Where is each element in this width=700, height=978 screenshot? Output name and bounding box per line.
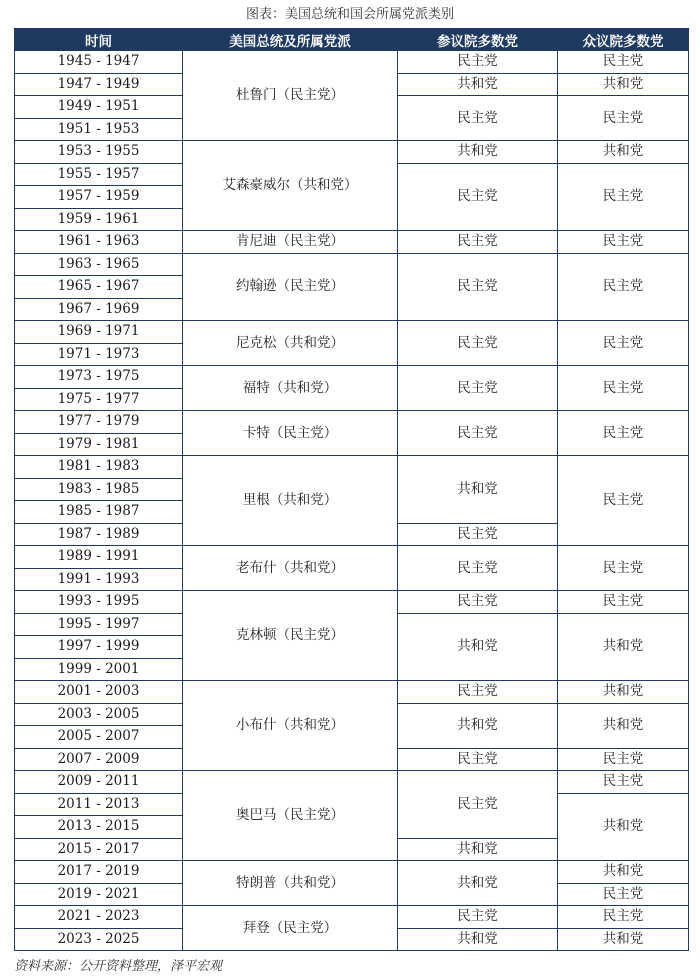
- house-cell: 民主党: [558, 231, 689, 254]
- president-cell: 克林顿（民主党）: [183, 591, 398, 681]
- senate-cell: 共和党: [398, 613, 558, 681]
- house-cell: 民主党: [558, 411, 689, 456]
- term-cell: 2001 - 2003: [15, 681, 183, 704]
- term-cell: 2003 - 2005: [15, 703, 183, 726]
- table-row: [15, 253, 689, 276]
- senate-cell: 民主党: [398, 231, 558, 254]
- house-cell: 共和党: [558, 703, 689, 748]
- term-cell: 1971 - 1973: [15, 343, 183, 366]
- president-cell: 卡特（民主党）: [183, 411, 398, 456]
- term-cell: 2005 - 2007: [15, 726, 183, 749]
- president-cell: 奥巴马（民主党）: [183, 771, 398, 861]
- term-cell: 2013 - 2015: [15, 816, 183, 839]
- header-senate: 参议院多数党: [398, 29, 558, 51]
- senate-cell: 民主党: [398, 51, 558, 74]
- term-cell: 1991 - 1993: [15, 568, 183, 591]
- house-cell: 共和党: [558, 793, 689, 861]
- table-row: [15, 231, 689, 254]
- table-caption: 图表：美国总统和国会所属党派类别: [245, 7, 454, 22]
- senate-cell: 共和党: [398, 703, 558, 748]
- term-cell: 1979 - 1981: [15, 433, 183, 456]
- president-cell: 艾森豪威尔（共和党）: [183, 141, 398, 231]
- header-row: [15, 29, 689, 51]
- term-cell: 1959 - 1961: [15, 208, 183, 231]
- house-cell: 民主党: [558, 748, 689, 771]
- term-cell: 1965 - 1967: [15, 276, 183, 299]
- house-cell: 民主党: [558, 883, 689, 906]
- term-cell: 1963 - 1965: [15, 253, 183, 276]
- senate-cell: 民主党: [398, 546, 558, 591]
- president-cell: 约翰逊（民主党）: [183, 253, 398, 321]
- table-row: [15, 456, 689, 479]
- table-row: [15, 681, 689, 704]
- table-row: [15, 906, 689, 929]
- president-cell: 福特（共和党）: [183, 366, 398, 411]
- table-row: [15, 141, 689, 164]
- house-cell: 民主党: [558, 321, 689, 366]
- president-cell: 尼克松（共和党）: [183, 321, 398, 366]
- term-cell: 1947 - 1949: [15, 73, 183, 96]
- house-cell: 共和党: [558, 681, 689, 704]
- house-cell: 民主党: [558, 546, 689, 591]
- term-cell: 1953 - 1955: [15, 141, 183, 164]
- senate-cell: 民主党: [398, 163, 558, 231]
- president-cell: 里根（共和党）: [183, 456, 398, 546]
- senate-cell: 民主党: [398, 748, 558, 771]
- term-cell: 2023 - 2025: [15, 928, 183, 951]
- term-cell: 1999 - 2001: [15, 658, 183, 681]
- term-cell: 2017 - 2019: [15, 861, 183, 884]
- header-president: 美国总统及所属党派: [183, 29, 398, 51]
- senate-cell: 共和党: [398, 838, 558, 861]
- senate-cell: 共和党: [398, 141, 558, 164]
- house-cell: 民主党: [558, 591, 689, 614]
- house-cell: 民主党: [558, 771, 689, 794]
- table-row: [15, 546, 689, 569]
- house-cell: 民主党: [558, 253, 689, 321]
- president-cell: 肯尼迪（民主党）: [183, 231, 398, 254]
- term-cell: 1977 - 1979: [15, 411, 183, 434]
- president-cell: 杜鲁门（民主党）: [183, 51, 398, 141]
- term-cell: 1945 - 1947: [15, 51, 183, 74]
- table-row: [15, 321, 689, 344]
- term-cell: 1985 - 1987: [15, 501, 183, 524]
- house-cell: 民主党: [558, 456, 689, 546]
- table-row: [15, 771, 689, 794]
- senate-cell: 共和党: [398, 861, 558, 906]
- term-cell: 1997 - 1999: [15, 636, 183, 659]
- senate-cell: 民主党: [398, 253, 558, 321]
- senate-cell: 民主党: [398, 771, 558, 839]
- term-cell: 2019 - 2021: [15, 883, 183, 906]
- term-cell: 1975 - 1977: [15, 388, 183, 411]
- senate-cell: 共和党: [398, 456, 558, 524]
- president-cell: 特朗普（共和党）: [183, 861, 398, 906]
- table-row: [15, 366, 689, 389]
- term-cell: 1961 - 1963: [15, 231, 183, 254]
- house-cell: 共和党: [558, 141, 689, 164]
- senate-cell: 民主党: [398, 411, 558, 456]
- house-cell: 共和党: [558, 928, 689, 951]
- term-cell: 1983 - 1985: [15, 478, 183, 501]
- table-header: [15, 29, 689, 51]
- house-cell: 民主党: [558, 51, 689, 74]
- header-term: 时间: [15, 29, 183, 51]
- senate-cell: 民主党: [398, 681, 558, 704]
- term-cell: 1957 - 1959: [15, 186, 183, 209]
- president-cell: 小布什（共和党）: [183, 681, 398, 771]
- house-cell: 共和党: [558, 73, 689, 96]
- president-cell: 老布什（共和党）: [183, 546, 398, 591]
- house-cell: 民主党: [558, 163, 689, 231]
- senate-cell: 民主党: [398, 321, 558, 366]
- senate-cell: 民主党: [398, 523, 558, 546]
- president-cell: 拜登（民主党）: [183, 906, 398, 951]
- house-cell: 民主党: [558, 96, 689, 141]
- senate-cell: 民主党: [398, 906, 558, 929]
- party-table: [14, 28, 689, 951]
- term-cell: 1949 - 1951: [15, 96, 183, 119]
- senate-cell: 民主党: [398, 366, 558, 411]
- table-row: [15, 591, 689, 614]
- house-cell: 民主党: [558, 366, 689, 411]
- source-note: 资料来源：公开资料整理，泽平宏观: [14, 959, 223, 974]
- term-cell: 1973 - 1975: [15, 366, 183, 389]
- senate-cell: 共和党: [398, 73, 558, 96]
- term-cell: 1981 - 1983: [15, 456, 183, 479]
- table-row: [15, 51, 689, 74]
- header-house: 众议院多数党: [558, 29, 689, 51]
- term-cell: 2009 - 2011: [15, 771, 183, 794]
- term-cell: 1955 - 1957: [15, 163, 183, 186]
- term-cell: 1995 - 1997: [15, 613, 183, 636]
- table-row: [15, 411, 689, 434]
- term-cell: 1989 - 1991: [15, 546, 183, 569]
- term-cell: 1967 - 1969: [15, 298, 183, 321]
- term-cell: 2011 - 2013: [15, 793, 183, 816]
- house-cell: 共和党: [558, 613, 689, 681]
- senate-cell: 民主党: [398, 591, 558, 614]
- term-cell: 2021 - 2023: [15, 906, 183, 929]
- term-cell: 2015 - 2017: [15, 838, 183, 861]
- senate-cell: 民主党: [398, 96, 558, 141]
- term-cell: 2007 - 2009: [15, 748, 183, 771]
- house-cell: 民主党: [558, 906, 689, 929]
- term-cell: 1993 - 1995: [15, 591, 183, 614]
- term-cell: 1987 - 1989: [15, 523, 183, 546]
- house-cell: 共和党: [558, 861, 689, 884]
- term-cell: 1951 - 1953: [15, 118, 183, 141]
- table-row: [15, 861, 689, 884]
- table-body: [15, 51, 689, 951]
- term-cell: 1969 - 1971: [15, 321, 183, 344]
- senate-cell: 共和党: [398, 928, 558, 951]
